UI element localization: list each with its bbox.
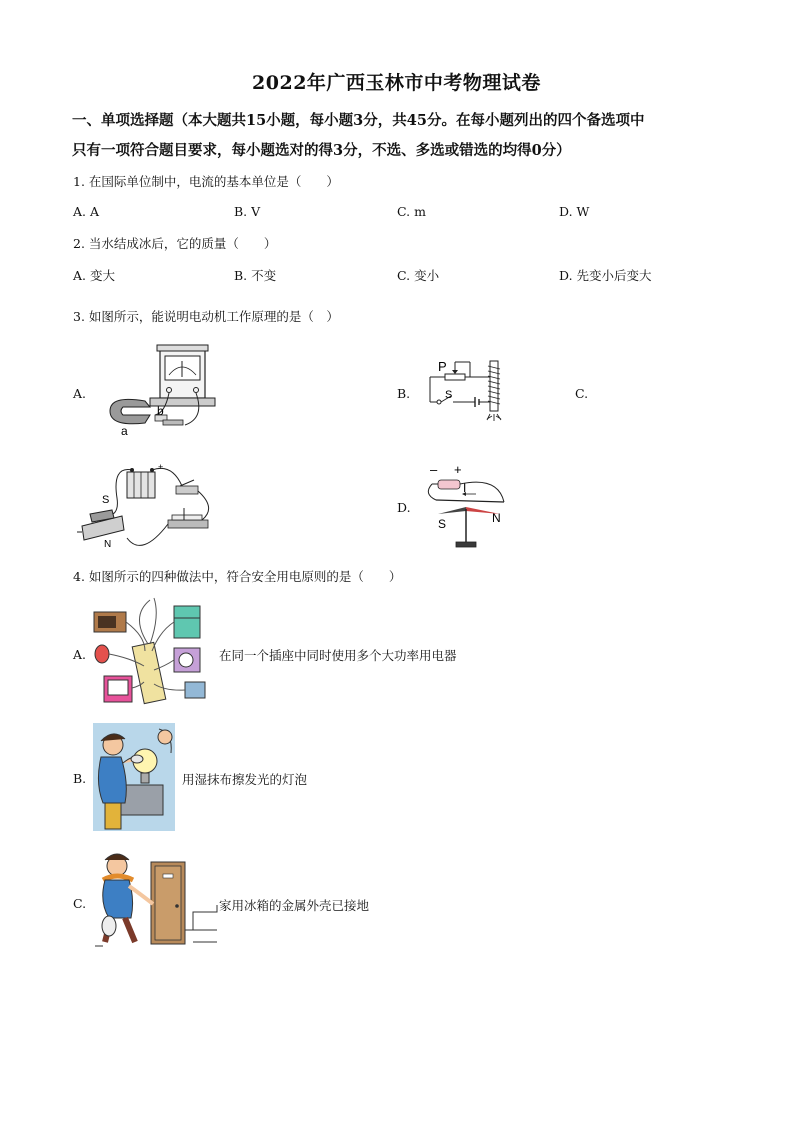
question-1-option-b: B. V [234, 204, 261, 219]
question-3-label-a: A. [73, 386, 87, 401]
figure-4c-grounded-fridge [95, 850, 220, 950]
figure-4a-overloaded-socket [90, 596, 215, 710]
question-2-option-c: C. 变小 [397, 268, 440, 283]
figure-3b-label-s: S [445, 389, 453, 401]
section-heading-line-1: 一、单项选择题（本大题共15小题，每小题3分，共45分。在每小题列出的四个备选项中 [72, 112, 645, 129]
question-2-stem: 2. 当水结成冰后，它的质量（ ） [73, 236, 277, 251]
figure-3b-label-p: P [438, 359, 447, 374]
section-heading-line-2: 只有一项符合题目要求，每小题选对的得3分，不选、多选或错选的均得0分） [72, 142, 571, 159]
figure-3c-label-n: N [104, 539, 112, 550]
figure-3c-motor-apparatus [72, 458, 222, 558]
section-heading [72, 106, 732, 166]
question-4-option-c-text: 家用冰箱的金属外壳已接地 [219, 898, 370, 913]
page-title: 2022年广西玉林市中考物理试卷 [252, 72, 541, 94]
figure-3a-generator-diagram [105, 343, 215, 438]
question-4-label-c: C. [73, 896, 87, 911]
question-4-option-a-text: 在同一个插座中同时使用多个大功率用电器 [219, 648, 457, 663]
question-1-stem: 1. 在国际单位制中，电流的基本单位是（ ） [73, 174, 339, 189]
question-3-label-d: D. [397, 500, 411, 515]
question-3-label-b: B. [397, 386, 411, 401]
figure-3d-label-plus: + [454, 462, 462, 477]
question-1-option-d: D. W [559, 204, 590, 219]
figure-3d-oersted-experiment [418, 462, 518, 552]
figure-3b-electromagnet-circuit [425, 358, 520, 423]
svg-text:+: + [158, 462, 164, 472]
question-2-option-d: D. 先变小后变大 [559, 268, 652, 283]
figure-3a-label-a: a [121, 424, 128, 438]
figure-4b-wet-cloth-bulb [93, 723, 175, 831]
question-1-option-a: A. A [73, 204, 100, 219]
figure-3d-label-n: N [492, 511, 501, 525]
question-1-option-c: C. m [397, 204, 426, 219]
question-3-label-c: C. [575, 386, 589, 401]
question-3-stem: 3. 如图所示，能说明电动机工作原理的是（ ） [73, 309, 339, 324]
question-4-option-b-text: 用湿抹布擦发光的灯泡 [182, 772, 308, 787]
figure-3d-label-i: I [463, 481, 467, 495]
figure-3d-label-minus: – [430, 462, 438, 477]
question-4-label-a: A. [73, 647, 87, 662]
figure-3a-label-b: b [157, 404, 164, 418]
figure-3c-label-s: S [102, 494, 110, 506]
question-4-label-b: B. [73, 771, 87, 786]
figure-3d-label-s: S [438, 517, 447, 531]
question-4-stem: 4. 如图所示的四种做法中，符合安全用电原则的是（ ） [73, 569, 402, 584]
question-2-option-a: A. 变大 [73, 268, 115, 283]
question-2-option-b: B. 不变 [234, 268, 277, 283]
